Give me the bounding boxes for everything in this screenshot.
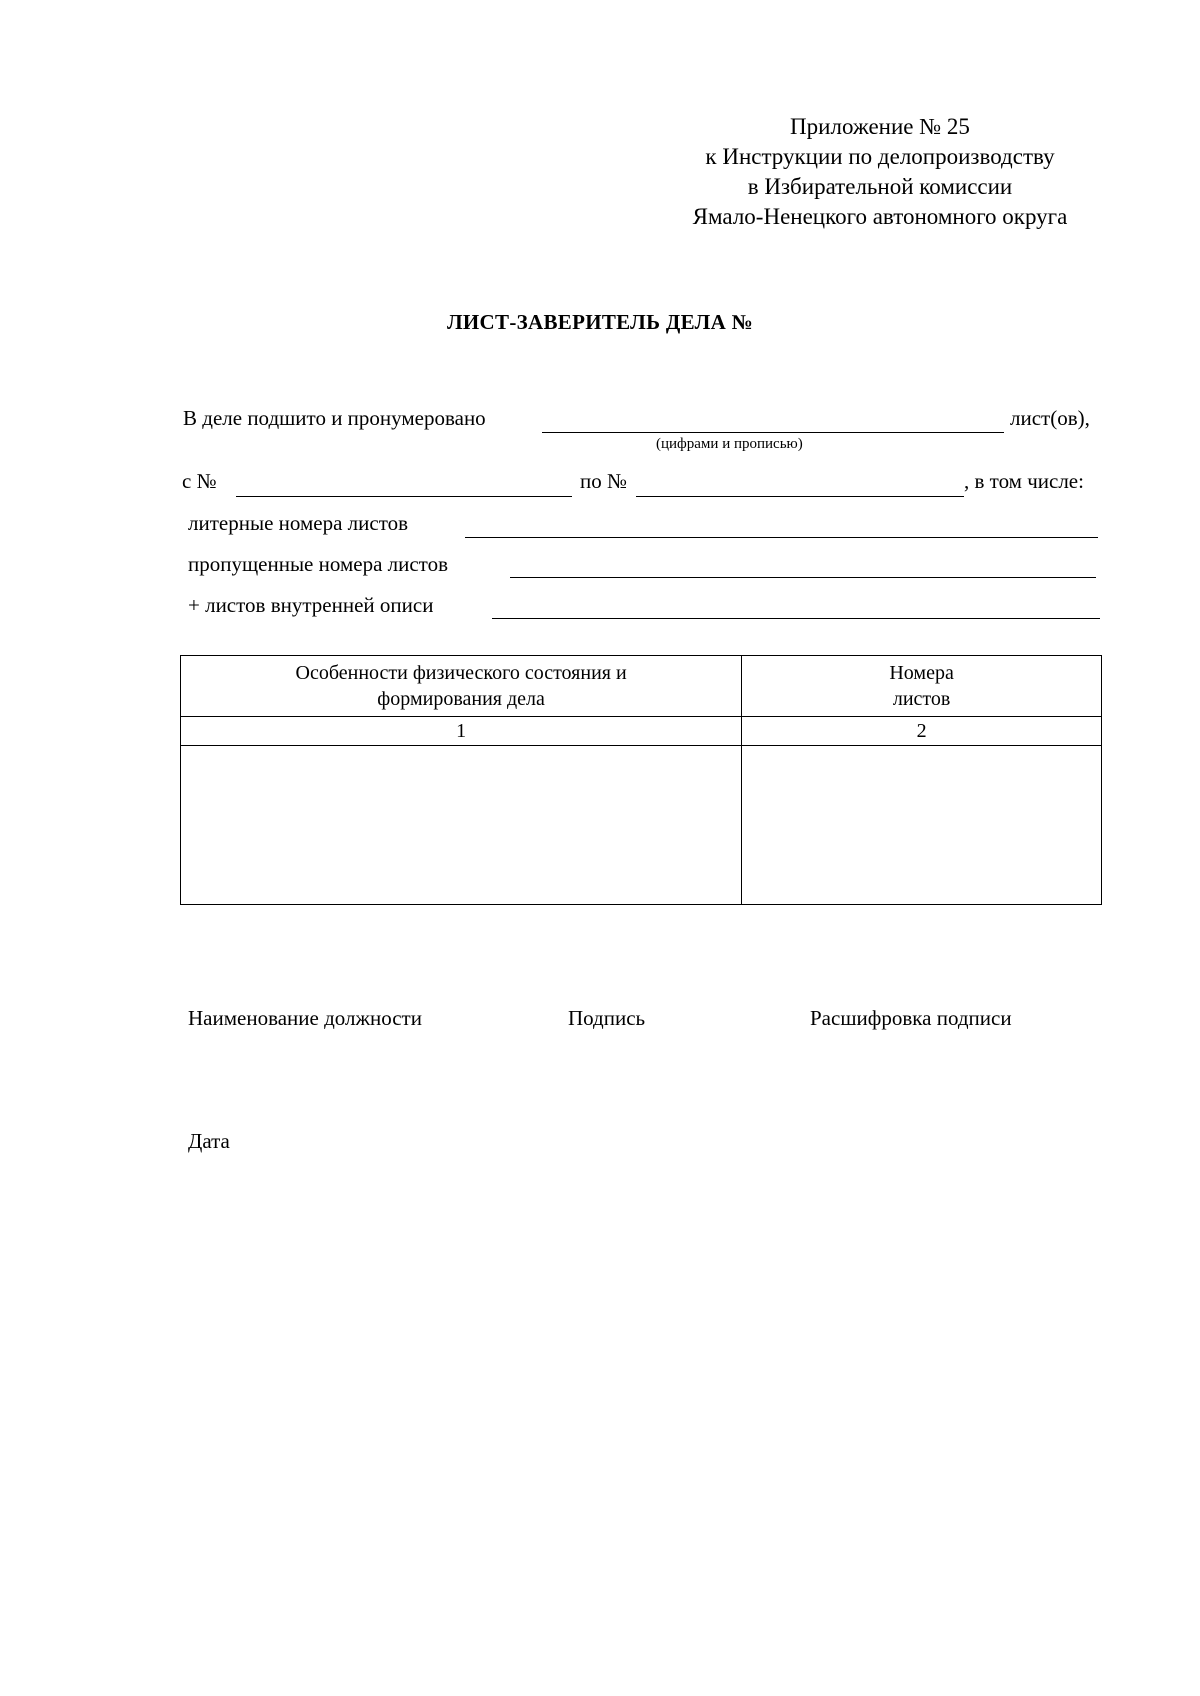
table-header-sheet-numbers-line-1: Номера [889,662,954,684]
table-header-row [181,656,1102,717]
table-header-features-line-1: Особенности физического состояния и [295,662,627,684]
appendix-header-line-4: Ямало-Ненецкого автономного округа [692,204,1068,229]
table-header-features [181,656,742,717]
including-label: , в том числе: [964,469,1084,493]
appendix-header [640,112,1120,232]
appendix-header-line-1: Приложение № 25 [790,114,970,139]
inventory-label: + листов внутренней описи [188,593,434,617]
from-label: с № [182,469,217,493]
table-header-sheet-numbers [742,656,1102,717]
column-number-1: 1 [181,717,742,746]
to-number-field[interactable] [636,496,964,497]
table-column-number-row [181,717,1102,746]
document-title: ЛИСТ-ЗАВЕРИТЕЛЬ ДЕЛА № [446,310,754,334]
condition-table [180,655,1102,905]
filed-label: В деле подшито и пронумеровано [183,406,486,430]
signature-label: Подпись [568,1006,646,1030]
column-number-2: 2 [742,717,1102,746]
table-header-sheet-numbers-line-2: листов [892,688,951,710]
filed-count-field[interactable] [542,432,1004,433]
appendix-header-line-2: к Инструкции по делопроизводству [705,144,1055,169]
date-label: Дата [188,1129,230,1153]
signature-decoding-label: Расшифровка подписи [810,1006,1012,1030]
letter-numbers-field[interactable] [465,537,1098,538]
letter-numbers-label: литерные номера листов [188,511,409,535]
table-row [181,746,1102,905]
table-cell-sheet-numbers[interactable] [742,746,1102,905]
filed-suffix: лист(ов), [1010,406,1090,430]
table-header-features-line-2: формирования дела [377,688,545,710]
filed-caption: (цифрами и прописью) [656,436,803,452]
missing-numbers-label: пропущенные номера листов [188,552,448,576]
from-number-field[interactable] [236,496,572,497]
table-cell-features[interactable] [181,746,742,905]
to-label: по № [580,469,628,493]
appendix-header-line-3: в Избирательной комиссии [747,174,1013,199]
position-label: Наименование должности [188,1006,422,1030]
inventory-field[interactable] [492,618,1100,619]
missing-numbers-field[interactable] [510,577,1096,578]
